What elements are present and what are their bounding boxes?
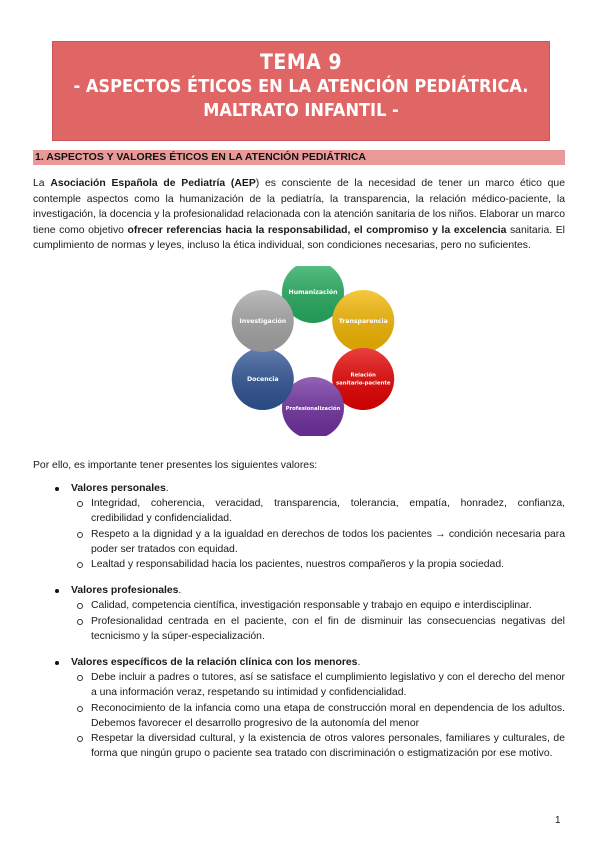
intro-text-2: ) es consciente de la necesidad de tener un marco ético que contemple aspectos como la humanización de la pediatría, la transparencia, la relación médico-paciente, la investigación, la docencia y la profesionalidad relacionada con la atención sanitaria de los niños. Elaborar un marco tiene como objetivo	[33, 178, 565, 236]
values-intro: Por ello, es importante tener presentes los siguientes valores:	[33, 460, 318, 471]
cycle-node-label: Docencia	[246, 376, 279, 383]
list-item: Integridad, coherencia, veracidad, transparencia, tolerancia, empatía, honradez, confianza, credibilidad y confidencialidad.	[33, 496, 565, 526]
title-line-2: - ASPECTOS ÉTICOS EN LA ATENCIÓN PEDIÁTRICA.	[73, 76, 529, 97]
intro-bold-aep: Asociación Española de Pediatría (AEP	[50, 178, 256, 189]
list-item: Lealtad y responsabilidad hacia los pacientes, nuestros compañeros y la propia sociedad.	[33, 557, 565, 572]
list-item: Debe incluir a padres o tutores, así se satisface el cumplimiento legislativo y con el derecho del menor a una información veraz, respetando su intimidad y confidencialidad.	[33, 670, 565, 700]
intro-bold-objective: ofrecer referencias hacia la responsabilidad, el compromiso y la excelencia	[127, 224, 507, 236]
cycle-node-label: Relación sanitario-paciente	[335, 372, 391, 387]
title-line-3: MALTRATO INFANTIL -	[203, 100, 399, 121]
cycle-node	[232, 348, 294, 410]
values-list	[33, 481, 565, 772]
cycle-node-label: Transparencia	[338, 318, 388, 325]
list-item: Respeto a la dignidad y a la igualdad en derechos de todos los pacientes → condición necesaria para poder ser tratados con equidad.	[33, 527, 565, 557]
cycle-nodes	[232, 266, 394, 436]
list-item: Respetar la diversidad cultural, y la existencia de otros valores personales, familiares y culturales, de forma que ningún grupo o paciente sea tratado con discriminación o estigmatización por ese motivo.	[33, 731, 565, 761]
intro-text-1: La	[33, 178, 51, 189]
intro-text-3: sanitaria. El cumplimiento de normas y leyes, incluso la ética individual, son condiciones necesarias, pero no suficientes.	[33, 224, 565, 252]
page-number: 1	[555, 815, 561, 826]
list-item: Profesionalidad centrada en el paciente, con el fin de disminuir las consecuencias negativas del tecnicismo y la súper-especialización.	[33, 614, 565, 644]
intro-paragraph	[33, 176, 565, 254]
ethics-cycle-diagram	[228, 266, 398, 436]
group-personal: Valores personales. Integridad, coherencia, veracidad, transparencia, tolerancia, empatía, honradez, confianza, credibilidad y confidencialidad. Respeto a la dignidad y a la igualdad en derechos de todos los pacientes → condición necesaria para poder ser tratados con equidad. Lealtad y responsabilidad hacia los pacientes, nuestros compañeros y la propia sociedad.	[33, 481, 565, 572]
cycle-node	[232, 290, 294, 352]
cycle-node-label: Investigación	[239, 318, 287, 325]
group-title: Valores específicos de la relación clínica con los menores	[71, 657, 358, 669]
title-banner	[52, 41, 550, 141]
title-line-1: TEMA 9	[260, 50, 342, 74]
cycle-node-label: Humanización	[288, 289, 338, 296]
list-item: Calidad, competencia científica, investigación responsable y trabajo en equipo e interdisciplinar.	[33, 598, 565, 613]
group-title: Valores personales	[71, 483, 166, 494]
list-item: Reconocimiento de la infancia como una etapa de construcción moral en dependencia de los adultos. Debemos favorecer el desarrollo progresivo de la autonomía del menor	[33, 701, 565, 731]
group-minors: Valores específicos de la relación clínica con los menores. Debe incluir a padres o tutores, así se satisface el cumplimiento legislativo y con el derecho del menor a una información veraz, respetando su intimidad y confidencialidad. Reconocimiento de la infancia como una etapa de construcción moral en dependencia de los adultos. Debemos favorecer el desarrollo progresivo de la autonomía del menor Respetar la diversidad cultural, y la existencia de otros valores personales, familiares y culturales, de forma que ningún grupo o paciente sea tratado con discriminación o estigmatización por ese motivo.	[33, 655, 565, 761]
group-professional: Valores profesionales. Calidad, competencia científica, investigación responsable y trabajo en equipo e interdisciplinar. Profesionalidad centrada en el paciente, con el fin de disminuir las consecuencias negativas del tecnicismo y la súper-especialización.	[33, 583, 565, 644]
section-heading: 1. ASPECTOS Y VALORES ÉTICOS EN LA ATENCIÓN PEDIÁTRICA	[33, 150, 565, 165]
cycle-node-label: Profesionalización	[285, 406, 341, 412]
group-title: Valores profesionales	[71, 585, 179, 597]
cycle-node	[332, 290, 394, 352]
